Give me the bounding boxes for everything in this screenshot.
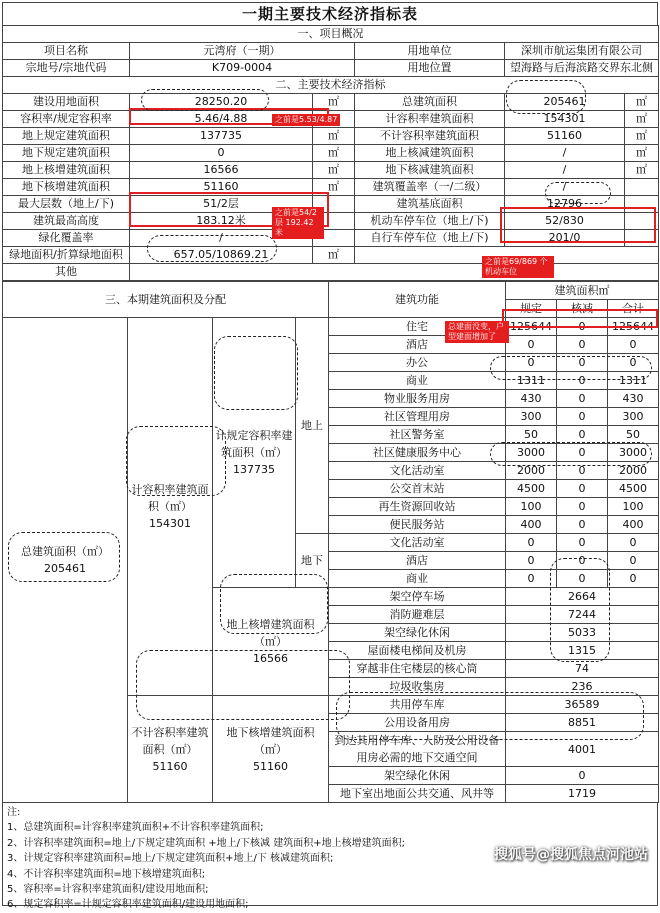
hand-circle <box>490 442 652 466</box>
far-area-group <box>128 318 213 696</box>
col-regulated: 规定 <box>506 300 557 318</box>
land-unit-label: 用地单位 <box>355 43 505 60</box>
function-name: 共用停车库 <box>329 696 506 714</box>
indicator-label: 最大层数（地上/下) <box>3 196 130 213</box>
section-main-indicators: 二、主要技术经济指标 <box>3 77 659 94</box>
total-value: 300 <box>608 408 659 426</box>
function-name: 到达其用停车库、人防及公用设备用房必需的地下交通空间 <box>329 732 506 767</box>
indicator-label: 建设用地面积 <box>3 94 130 111</box>
indicator-value: 12796 <box>505 196 625 213</box>
area-header: 建筑面积㎡ <box>506 282 659 300</box>
hand-circle <box>550 558 610 662</box>
indicator-value: 205461 <box>505 94 625 111</box>
hand-circle <box>141 89 269 111</box>
function-name: 文化活动室 <box>329 534 506 552</box>
area-value: 8851 <box>506 714 659 732</box>
function-name: 穿越非住宅楼层的核心筒 <box>329 660 506 678</box>
total-value: 0 <box>608 570 659 588</box>
indicator-label: 不计容积率建筑面积 <box>355 128 505 145</box>
watermark: 搜狐号@搜狐焦点河池站 <box>494 847 648 863</box>
hand-circle <box>336 692 644 740</box>
area-value: 7244 <box>506 606 659 624</box>
regulated-value: 300 <box>506 408 557 426</box>
area-value: 36589 <box>506 696 659 714</box>
function-name: 垃圾收集房 <box>329 678 506 696</box>
hand-circle <box>220 574 328 634</box>
total-value: 430 <box>608 390 659 408</box>
plot-code-value: K709-0004 <box>130 60 355 77</box>
indicator-value: 51160 <box>505 128 625 145</box>
function-header: 建筑功能 <box>329 282 506 318</box>
total-value: 2000 <box>608 462 659 480</box>
parking-highlight-box <box>500 207 656 243</box>
function-name: 公交首末站 <box>329 480 506 498</box>
group-label: 计规定容积率建筑面积（㎡） <box>215 429 293 459</box>
total-value: 4500 <box>608 480 659 498</box>
unit-label: ㎡ <box>313 179 355 196</box>
indicator-value: 154301 <box>505 111 625 128</box>
unit-label: ㎡ <box>625 94 659 111</box>
function-name: 消防避难层 <box>329 606 506 624</box>
hand-circle <box>506 80 586 114</box>
group-label: 地下核增建筑面积（㎡） <box>226 725 315 756</box>
reduced-value: 0 <box>557 534 608 552</box>
unit-label: ㎡ <box>313 162 355 179</box>
land-unit-value: 深圳市航运集团有限公司 <box>505 43 659 60</box>
indicator-label: 机动车停车位（地上/下) <box>355 213 505 230</box>
indicator-label: 绿化覆盖率 <box>3 230 130 247</box>
unit-label: ㎡ <box>313 128 355 145</box>
hand-circle <box>545 182 611 204</box>
indicator-value: 51160 <box>130 179 313 196</box>
regulated-value: 125644 <box>506 318 557 336</box>
parking-previous-note: 之前是69/869 个机动车位 <box>482 256 554 278</box>
indicator-value: 657.05/10869.21 <box>130 247 313 264</box>
group-label: 不计容积率建筑面积（㎡） <box>131 725 209 756</box>
total-value: 0 <box>608 552 659 570</box>
area-value: 2664 <box>506 588 659 606</box>
reduced-value: 0 <box>557 336 608 354</box>
area-value: 236 <box>506 678 659 696</box>
indicator-label: 地上规定建筑面积 <box>3 128 130 145</box>
group-value: 51160 <box>152 759 188 773</box>
reduced-value: 0 <box>557 516 608 534</box>
function-name: 商业 <box>329 372 506 390</box>
total-value: 100 <box>608 498 659 516</box>
regulated-value: 3000 <box>506 444 557 462</box>
group-value: 51160 <box>253 759 288 773</box>
reduced-value: 0 <box>557 318 608 336</box>
indicator-label: 建筑基底面积 <box>355 196 505 213</box>
unit-label: ㎡ <box>313 145 355 162</box>
function-name: 酒店 <box>329 552 506 570</box>
function-name: 公用设备用房 <box>329 714 506 732</box>
group-label: 计容积率建筑面积（㎡） <box>131 483 209 513</box>
project-name-label: 项目名称 <box>3 43 130 60</box>
total-value: 0 <box>608 336 659 354</box>
indicator-value: 51/2层 <box>130 196 313 213</box>
regulated-value: 0 <box>506 570 557 588</box>
function-name: 再生资源回收站 <box>329 498 506 516</box>
area-value: 1315 <box>506 642 659 660</box>
indicator-value: 137735 <box>130 128 313 145</box>
total-value: 400 <box>608 516 659 534</box>
unit-label: ㎡ <box>313 94 355 111</box>
indicator-value: / <box>505 145 625 162</box>
function-name: 地下室出地面公共交通、风井等 <box>329 785 506 803</box>
total-value: 125644 <box>608 318 659 336</box>
reduced-value: 0 <box>557 354 608 372</box>
land-location-value: 望海路与后海滨路交界东北侧 <box>505 60 659 77</box>
indicator-label: 地下核增建筑面积 <box>3 179 130 196</box>
regulated-value: 0 <box>506 354 557 372</box>
indicator-label: 容积率/规定容积率 <box>3 111 130 128</box>
note-line: 5、容积率=计容积率建筑面积/建设用地面积; <box>7 884 209 896</box>
unit-label: ㎡ <box>313 247 355 264</box>
group-value: 154301 <box>149 517 191 530</box>
plot-code-label: 宗地号/宗地代码 <box>3 60 130 77</box>
unit-label: ㎡ <box>625 128 659 145</box>
indicator-label: 自行车停车位（地上/下) <box>355 230 505 247</box>
group-value: 137735 <box>233 463 275 476</box>
indicator-label: 地上核增建筑面积 <box>3 162 130 179</box>
section-area-distribution: 三、本期建筑面积及分配 <box>3 282 329 318</box>
height-previous-note: 之前是54/2层 192.42米 <box>272 207 324 239</box>
reduced-value: 0 <box>557 462 608 480</box>
note-line: 6、规定容积率=计规定容积率建筑面积/建设用地面积; <box>7 899 249 911</box>
area-value: 0 <box>506 767 659 785</box>
indicator-label: 总建筑面积 <box>355 94 505 111</box>
note-line: 3、计规定容积率建筑面积=地上/下规定建筑面积+地上/下 核减建筑面积; <box>7 853 334 865</box>
hand-circle <box>214 336 298 410</box>
land-location-label: 用地位置 <box>355 60 505 77</box>
total-value: 1311 <box>608 372 659 390</box>
note-line: 注: <box>7 807 21 818</box>
function-name: 酒店 <box>329 336 506 354</box>
function-name: 架空停车场 <box>329 588 506 606</box>
regulated-value: 4500 <box>506 480 557 498</box>
reduced-value: 0 <box>557 498 608 516</box>
col-total: 合计 <box>608 300 659 318</box>
regulated-value: 0 <box>506 336 557 354</box>
indicator-value: 16566 <box>130 162 313 179</box>
function-name: 社区警务室 <box>329 426 506 444</box>
indicator-label: 绿地面积/折算绿地面积 <box>3 247 130 264</box>
area-value: 5033 <box>506 624 659 642</box>
function-name: 办公 <box>329 354 506 372</box>
regulated-value: 1311 <box>506 372 557 390</box>
function-name: 便民服务站 <box>329 516 506 534</box>
regulated-value: 50 <box>506 426 557 444</box>
group-label: 总建筑面积（㎡） <box>21 545 109 558</box>
function-name: 社区健康服务中心 <box>329 444 506 462</box>
section-project-overview: 一、项目概况 <box>3 26 659 43</box>
indicator-label: 其他 <box>3 264 130 281</box>
regulated-value: 0 <box>506 534 557 552</box>
unit-label: ㎡ <box>625 162 659 179</box>
indicator-label: 计容积率建筑面积 <box>355 111 505 128</box>
group-label: 地上核增建筑面积（㎡） <box>226 618 315 648</box>
project-name-value: 元湾府（一期） <box>130 43 355 60</box>
reduced-value: 0 <box>557 444 608 462</box>
reduced-value: 0 <box>557 570 608 588</box>
hand-circle <box>8 532 120 582</box>
indicator-value: 201/0 <box>505 230 625 247</box>
hand-circle <box>126 426 226 496</box>
indicator-value: 5.46/4.88 <box>130 111 313 128</box>
function-name: 社区管理用房 <box>329 408 506 426</box>
note-line: 2、计容积率建筑面积=地上/下规定建筑面积 +地上/下核减 建筑面积+地上核增建筑面积; <box>7 837 405 849</box>
indicator-label: 建筑最高高度 <box>3 213 130 230</box>
area-value: 74 <box>506 660 659 678</box>
hand-circle <box>136 650 350 720</box>
far-previous-note: 之前是5.53/4.87 <box>272 114 340 126</box>
unit-label: ㎡ <box>625 111 659 128</box>
indicator-label: 建筑覆盖率（一/二级） <box>355 179 505 196</box>
regulated-value: 2000 <box>506 462 557 480</box>
indicator-value: / <box>505 162 625 179</box>
unit-label: ㎡ <box>625 145 659 162</box>
housing-highlight-box <box>502 309 658 328</box>
area-value: 4001 <box>506 732 659 767</box>
function-name: 架空绿化休闲 <box>329 767 506 785</box>
function-name: 物业服务用房 <box>329 390 506 408</box>
col-reduced: 核减 <box>557 300 608 318</box>
regulated-value: 400 <box>506 516 557 534</box>
area-value: 1719 <box>506 785 659 803</box>
total-value: 50 <box>608 426 659 444</box>
indicator-label: 地下规定建筑面积 <box>3 145 130 162</box>
total-value: 0 <box>608 354 659 372</box>
indicator-value: 183.12米 <box>130 213 313 230</box>
function-name: 屋面楼电梯间及机房 <box>329 642 506 660</box>
sheet-title: 一期主要技术经济指标表 <box>2 2 658 25</box>
function-name: 住宅 <box>329 318 506 336</box>
reduced-value: 0 <box>557 552 608 570</box>
function-name: 文化活动室 <box>329 462 506 480</box>
indicator-value: 28250.20 <box>130 94 313 111</box>
housing-change-note: 总建面没变，户 型建面增加了 <box>445 321 509 343</box>
note-line: 1、总建筑面积=计容积率建筑面积+不计容积率建筑面积; <box>7 822 264 834</box>
indicator-label: 地上核减建筑面积 <box>355 145 505 162</box>
reduced-value: 0 <box>557 390 608 408</box>
reduced-value: 0 <box>557 372 608 390</box>
total-value: 0 <box>608 534 659 552</box>
hand-circle <box>490 356 652 380</box>
indicator-label: 地下核减建筑面积 <box>355 162 505 179</box>
indicator-value: / <box>130 230 313 247</box>
reduced-value: 0 <box>557 480 608 498</box>
above-ground-label: 地上 <box>296 318 329 534</box>
hand-circle <box>147 235 277 262</box>
indicator-value: 52/830 <box>505 213 625 230</box>
regulated-value: 100 <box>506 498 557 516</box>
reduced-value: 0 <box>557 408 608 426</box>
function-name: 商业 <box>329 570 506 588</box>
note-line: 4、不计容积率建筑面积=地下核增建筑面积; <box>7 868 206 880</box>
indicator-value: 0 <box>130 145 313 162</box>
reduced-value: 0 <box>557 426 608 444</box>
indicator-value: / <box>505 179 625 196</box>
group-value: 205461 <box>44 562 86 575</box>
regulated-value: 0 <box>506 552 557 570</box>
function-name: 架空绿化休闲 <box>329 624 506 642</box>
regulated-value: 430 <box>506 390 557 408</box>
group-value: 16566 <box>253 652 288 665</box>
total-value: 3000 <box>608 444 659 462</box>
below-ground-label: 地下 <box>296 534 329 588</box>
